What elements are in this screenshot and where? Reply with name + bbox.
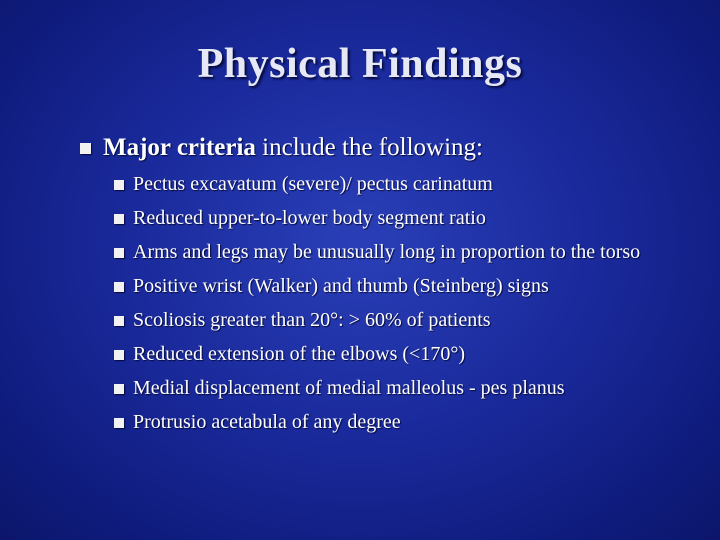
- square-bullet-icon: [114, 214, 124, 224]
- sub-bullet-text: Medial displacement of medial malleolus - pes planus: [133, 377, 565, 399]
- sub-bullet-item: [114, 306, 674, 335]
- sub-bullet-item: [114, 204, 674, 233]
- sub-bullet-text: Protrusio acetabula of any degree: [133, 411, 401, 433]
- sub-bullet-text: Positive wrist (Walker) and thumb (Steinberg) signs: [133, 275, 549, 297]
- sub-bullet-text: Reduced extension of the elbows (<170°): [133, 343, 465, 365]
- main-bullet: [80, 131, 700, 165]
- sub-bullet-item: [114, 272, 674, 301]
- slide-title: Physical Findings: [197, 41, 523, 87]
- sub-bullet-text: Arms and legs may be unusually long in proportion to the torso: [133, 241, 641, 263]
- sub-bullet-item: [114, 170, 674, 199]
- main-bullet-emphasis: Major criteria: [103, 134, 256, 161]
- square-bullet-icon: [114, 384, 124, 394]
- main-bullet-text: [103, 131, 483, 165]
- sub-bullet-text: Reduced upper-to-lower body segment ratio: [133, 207, 486, 229]
- square-bullet-icon: [114, 350, 124, 360]
- sub-bullet-item: [114, 340, 674, 369]
- square-bullet-icon: [114, 180, 124, 190]
- square-bullet-icon: [114, 282, 124, 292]
- square-bullet-icon: [114, 418, 124, 428]
- square-bullet-icon: [114, 316, 124, 326]
- square-bullet-icon: [114, 248, 124, 258]
- main-bullet-rest: include the following:: [255, 134, 483, 161]
- sub-bullet-item: [114, 408, 674, 437]
- square-bullet-icon: [80, 143, 91, 154]
- sub-bullet-list: [114, 170, 674, 442]
- sub-bullet-text: Scoliosis greater than 20°: > 60% of patients: [133, 309, 491, 331]
- sub-bullet-item: [114, 238, 674, 267]
- sub-bullet-item: [114, 374, 674, 403]
- sub-bullet-text: Pectus excavatum (severe)/ pectus carinatum: [133, 173, 493, 195]
